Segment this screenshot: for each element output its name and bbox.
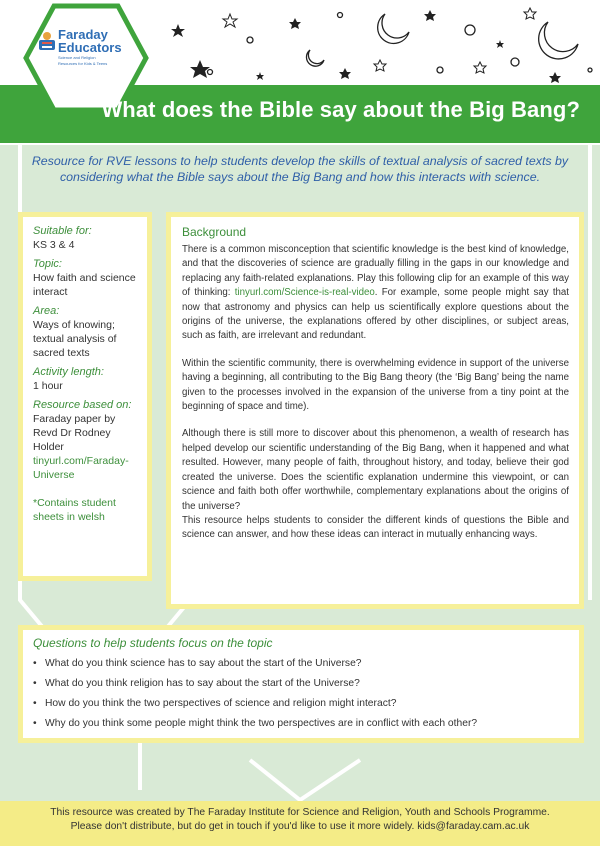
- faraday-universe-link[interactable]: tinyurl.com/Faraday-Universe: [33, 455, 129, 481]
- resource-info-box: [18, 212, 152, 581]
- question-item: • Why do you think some people might think the two perspectives are in conflict with each other?: [33, 714, 569, 734]
- logo-subtitle-line2: Resources for Kids & Teens: [58, 61, 108, 66]
- faraday-logo-icon: [38, 31, 56, 51]
- question-item: • How do you think the two perspectives of science and religion might interact?: [33, 694, 569, 714]
- suitable-label: Suitable for:: [33, 225, 92, 237]
- questions-box: [18, 625, 584, 743]
- activity-length-label: Activity length:: [33, 366, 104, 378]
- questions-heading: Questions to help students focus on the topic: [33, 636, 273, 650]
- resource-based-value: Faraday paper by Revd Dr Rodney Holder: [33, 413, 116, 453]
- background-heading: Background: [182, 225, 247, 239]
- logo-subtitle-line1: Science and Religion: [58, 55, 96, 60]
- footer-line-1: This resource was created by The Faraday Institute for Science and Religion, Youth and Schools Programme.: [50, 807, 550, 818]
- intro-text: Resource for RVE lessons to help students develop the skills of textual analysis of sacred texts by considering what the Bible says about the Big Bang and how this interacts with science.: [31, 154, 569, 184]
- topic-value: How faith and science interact: [33, 272, 136, 298]
- footer-line-2: Please don't distribute, but do get in touch if you'd like to use it more widely. kids@faraday.cam.ac.uk: [70, 821, 530, 832]
- logo-title-line1: Faraday: [58, 27, 108, 42]
- background-paragraph-4: This resource helps students to consider the different kinds of questions the Bible and science can answer, and how these ideas can interact in mutually enhancing ways.: [182, 514, 569, 541]
- paragraph-1-continuation: . For example, some people might say that now that astronomy and physics can help us scientifically explore questions about the origins of the universe, the explanations offered by other disciplines, or subject areas, such as faith, are irrelevant and redundant.: [182, 287, 570, 342]
- background-paragraph-3: Although there is still more to discover about this phenomenon, a wealth of research has helped develop our scientific understanding of the Big Bang, when it happened and what resulted. However, many people of faith, throughout history, and today, believe their god created the universe. Does the scientific explanation undermine this viewpoint, or can science and faith both offer worthwhile, complementary explanations about the origins of the universe?: [182, 428, 569, 512]
- area-label: Area:: [33, 305, 60, 317]
- logo-title-line2: Educators: [58, 40, 122, 55]
- science-video-link[interactable]: tinyurl.com/Science-is-real-video: [234, 287, 375, 299]
- activity-length-value: 1 hour: [33, 380, 63, 392]
- questions-list: [33, 654, 569, 734]
- background-paragraph-2: Within the scientific community, there is overwhelming evidence in support of the universe having a beginning, all contributing to the Big Bang theory (the ‘Big Bang’ being the name given to the processes involved in the expansion of the universe from a tiny point at the beginning of space and time).: [182, 357, 569, 413]
- background-paragraph-1: [182, 243, 569, 344]
- question-item: • What do you think science has to say about the start of the Universe?: [33, 654, 569, 674]
- page-title: What does the Bible say about the Big Bang?: [101, 97, 580, 122]
- welsh-sheets-note: *Contains student sheets in welsh: [33, 497, 116, 523]
- suitable-value: KS 3 & 4: [33, 239, 75, 251]
- area-value: Ways of knowing; textual analysis of sacred texts: [33, 319, 117, 359]
- paragraph-1-text: There is a common misconception that scientific knowledge is the best kind of knowledge, and that the discoveries of science are gradually filling in the gaps in our knowledge and replacing any faith-related explanations. Play this following clip for an example of this way of thinking:: [182, 244, 569, 299]
- topic-label: Topic:: [33, 258, 62, 270]
- logo: [58, 28, 158, 66]
- resource-based-label: Resource based on:: [33, 399, 132, 411]
- question-item: • What do you think religion has to say about the start of the Universe?: [33, 674, 569, 694]
- footer-text: [0, 806, 600, 834]
- background-box: [166, 212, 584, 609]
